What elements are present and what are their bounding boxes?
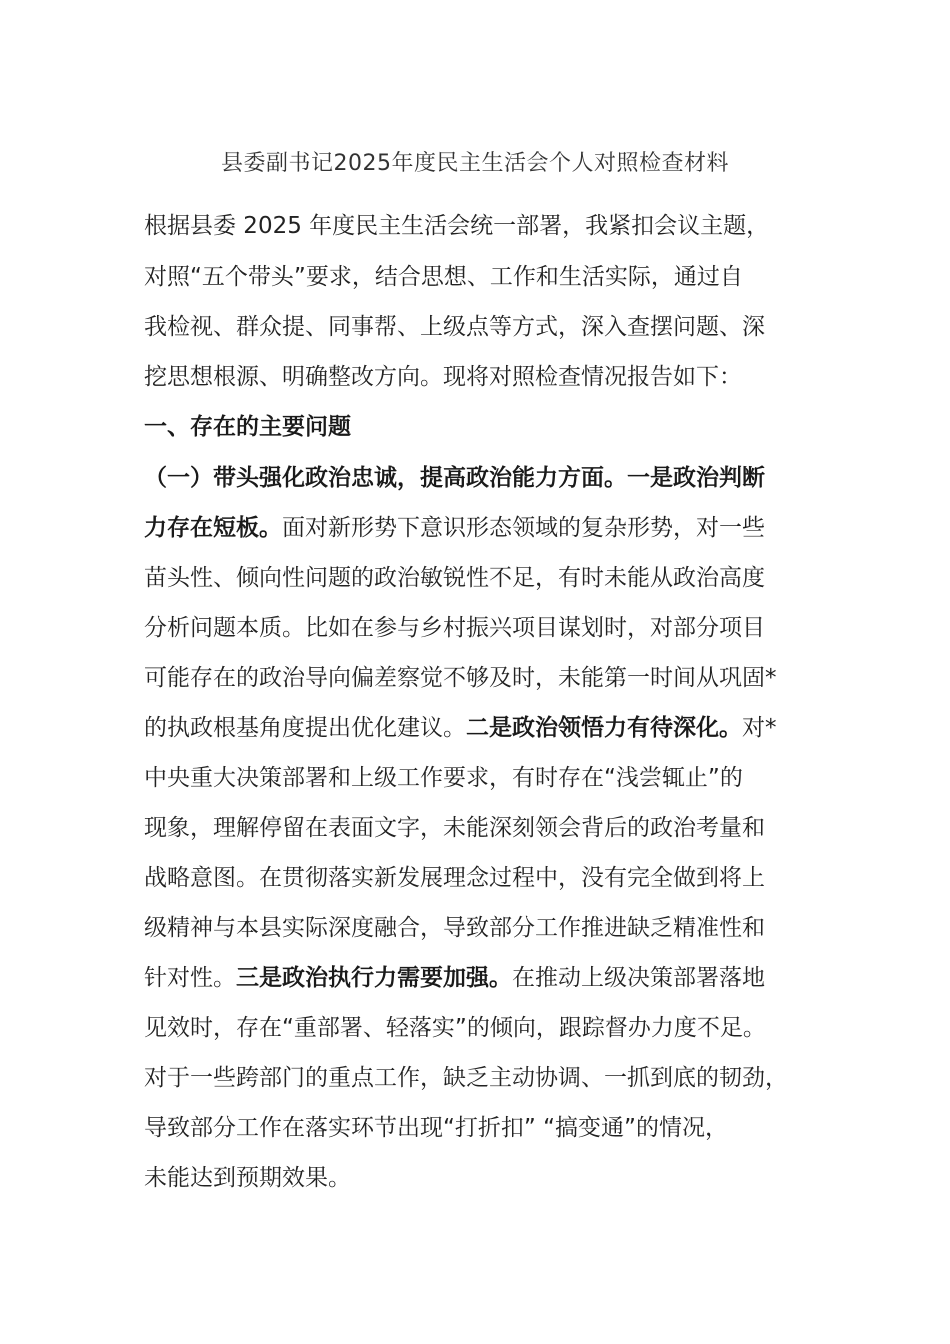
body-line: 中央重大决策部署和上级工作要求，有时存在“浅尝辄止”的 — [144, 765, 743, 791]
bold-phrase: 二是政治领悟力有待深化。 — [466, 715, 742, 741]
body-text: 对* — [742, 715, 777, 741]
body-line — [144, 712, 844, 744]
body-line — [144, 512, 844, 544]
bold-phrase: 三是政治执行力需要加强。 — [236, 965, 512, 991]
intro-line: 根据县委 2025 年度民主生活会统一部署，我紧扣会议主题， — [144, 213, 770, 239]
body-line: 分析问题本质。比如在参与乡村振兴项目谋划时，对部分项目 — [144, 615, 765, 641]
body-text: 面对新形势下意识形态领域的复杂形势，对一些 — [282, 515, 765, 541]
body-line: 导致部分工作在落实环节出现“打折扣” “搞变通”的情况， — [144, 1115, 728, 1141]
body-line: 战略意图。在贯彻落实新发展理念过程中，没有完全做到将上 — [144, 865, 765, 891]
subsection-heading: （一）带头强化政治忠诚，提高政治能力方面。一是政治判断 — [144, 465, 765, 491]
body-text: 的执政根基角度提出优化建议。 — [144, 715, 466, 741]
section-heading: 一、存在的主要问题 — [144, 414, 351, 440]
intro-line: 挖思想根源、明确整改方向。现将对照检查情况报告如下： — [144, 364, 742, 390]
intro-line: 我检视、群众提、同事帮、上级点等方式，深入查摆问题、深 — [144, 314, 765, 340]
document-title: 县委副书记2025年度民主生活会个人对照检查材料 — [221, 151, 729, 176]
body-line: 见效时，存在“重部署、轻落实”的倾向，跟踪督办力度不足。 — [144, 1015, 766, 1041]
body-line: 现象，理解停留在表面文字，未能深刻领会背后的政治考量和 — [144, 815, 765, 841]
body-line: 未能达到预期效果。 — [144, 1165, 351, 1191]
body-text: 针对性。 — [144, 965, 236, 991]
body-line: 可能存在的政治导向偏差察觉不够及时，未能第一时间从巩固* — [144, 665, 777, 691]
body-line: 对于一些跨部门的重点工作，缺乏主动协调、一抓到底的韧劲， — [144, 1065, 788, 1091]
intro-line: 对照“五个带头”要求，结合思想、工作和生活实际，通过自 — [144, 264, 743, 290]
body-line — [144, 962, 844, 994]
body-text: 在推动上级决策部署落地 — [512, 965, 765, 991]
bold-phrase: 力存在短板。 — [144, 515, 282, 541]
body-line: 苗头性、倾向性问题的政治敏锐性不足，有时未能从政治高度 — [144, 565, 765, 591]
body-line: 级精神与本县实际深度融合，导致部分工作推进缺乏精准性和 — [144, 915, 765, 941]
